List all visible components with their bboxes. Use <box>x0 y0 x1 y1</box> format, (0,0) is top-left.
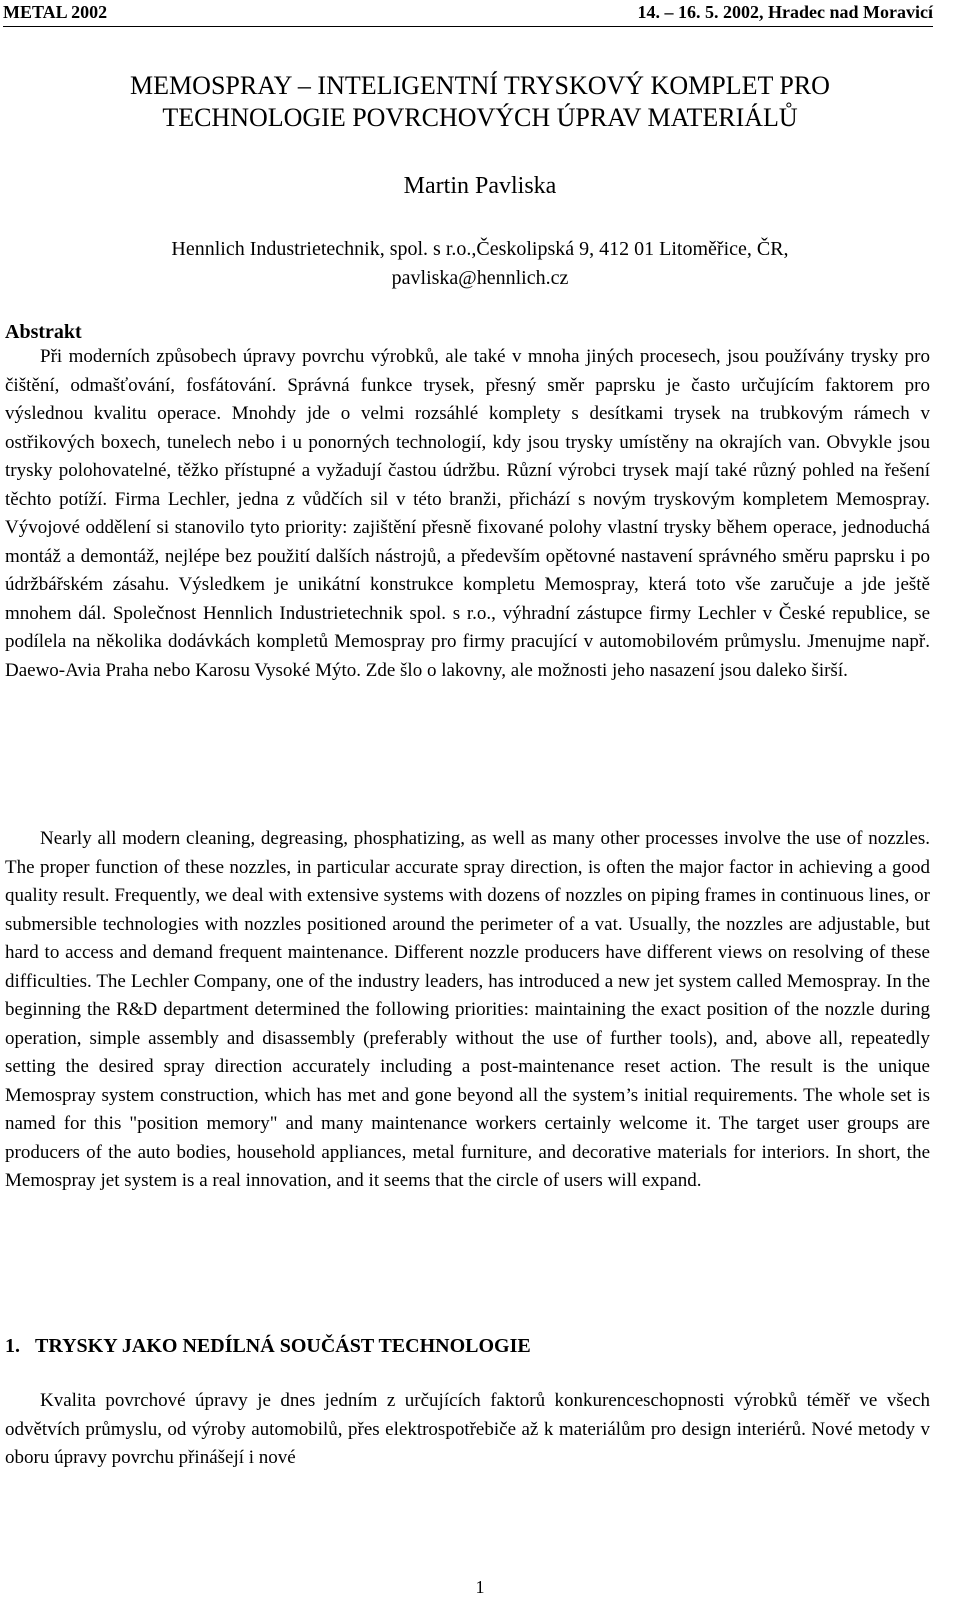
abstract-czech: Při moderních způsobech úpravy povrchu výrobků, ale také v mnoha jiných procesech, jsou používány trysky pro čištění, odmašťování, fosfátování. Správná funkce trysek, přesný směr paprsku je často určujícím faktorem pro výslednou kvalitu operace. Mnohdy jde o velmi rozsáhlé komplety s desítkami trysek na trubkovým rámech v ostřikových boxech, tunelech nebo i u ponorných technologií, kdy jsou trysky umístěny na okrajích van. Obvykle jsou trysky polohovatelné, těžko přístupné a vyžadují častou údržbu. Různí výrobci trysek mají také různý pohled na řešení těchto potíží. Firma Lechler, jedna z vůdčích sil v této branži, přichází s novým tryskovým kompletem Memospray. Vývojové oddělení si stanovilo tyto priority: zajištění přesně fixované polohy vlastní trysky během operace, jednoduchá montáž a demontáž, nejlépe bez použití dalších nástrojů, a především opětovné nastavení správného směru paprsku i po údržbářském zásahu. Výsledkem je unikátní konstrukce kompletu Memospray, která toto vše zaručuje a jde ještě mnohem dál. Společnost Hennlich Industrietechnik spol. s r.o., výhradní zástupce firmy Lechler v České republice, se podílela na několika dodávkách kompletů Memospray pro firmy pracující v automobilovém průmyslu. Jmenujme např. Daewo-Avia Praha nebo Karosu Vysoké Mýto. Zde šlo o lakovny, ale možnosti jeho nasazení jsou daleko širší. <box>5 346 930 681</box>
section-paragraph: Kvalita povrchové úpravy je dnes jedním z určujících faktorů konkurenceschopnosti výrobků téměř ve všech odvětvích průmyslu, od výroby automobilů, přes elektrospotřebiče až k materiálům pro design interiérů. Nové metody v oboru úpravy povrchu přinášejí i nové <box>5 1390 930 1468</box>
abstract-english: Nearly all modern cleaning, degreasing, phosphatizing, as well as many other processes involve the use of nozzles. The proper function of these nozzles, in particular accurate spray direction, is often the major factor in achieving a good quality result. Frequently, we deal with extensive systems with dozens of nozzles on piping frames in continuous lines, or submersible technologies with nozzles positioned around the perimeter of a vat. Usually, the nozzles are adjustable, but hard to access and demand frequent maintenance. Different nozzle producers have different views on resolving of these difficulties. The Lechler Company, one of the industry leaders, has introduced a new jet system called Memospray. In the beginning the R&D department determined the following priorities: maintaining the exact position of the nozzle during operation, simple assembly and disassembly (preferably without the use of further tools), and, above all, repeatedly setting the desired spray direction accurately including a post-maintenance reset action. The result is the unique Memospray system construction, which has met and gone beyond all the system’s initial requirements. The whole set is named for this "position memory" and many maintenance workers certainly welcome it. The target user groups are producers of the auto bodies, household appliances, metal furniture, and decorative materials for interiors. In short, the Memospray jet system is a real innovation, and it seems that the circle of users will expand. <box>5 828 930 1191</box>
conference-date-place: 14. – 16. 5. 2002, Hradec nad Moravicí <box>637 2 933 22</box>
affiliation-address: Hennlich Industrietechnik, spol. s r.o.,Českolipská 9, 412 01 Litoměřice, ČR, <box>171 238 789 260</box>
section-heading <box>5 1332 531 1360</box>
conference-name: METAL 2002 <box>3 2 108 22</box>
author-affiliation <box>0 235 960 293</box>
author-email: pavliska@hennlich.cz <box>391 267 569 289</box>
abstract-heading: Abstrakt <box>5 321 82 343</box>
page-number: 1 <box>475 1577 485 1597</box>
title-line-1: MEMOSPRAY – INTELIGENTNÍ TRYSKOVÝ KOMPLET PRO <box>130 71 830 100</box>
title-line-2: TECHNOLOGIE POVRCHOVÝCH ÚPRAV MATERIÁLŮ <box>162 103 798 132</box>
running-header <box>3 0 933 27</box>
section-number: 1. <box>5 1335 20 1357</box>
author-name: Martin Pavliska <box>403 173 557 199</box>
section-title: TRYSKY JAKO NEDÍLNÁ SOUČÁST TECHNOLOGIE <box>35 1335 531 1357</box>
paper-title <box>0 70 960 134</box>
